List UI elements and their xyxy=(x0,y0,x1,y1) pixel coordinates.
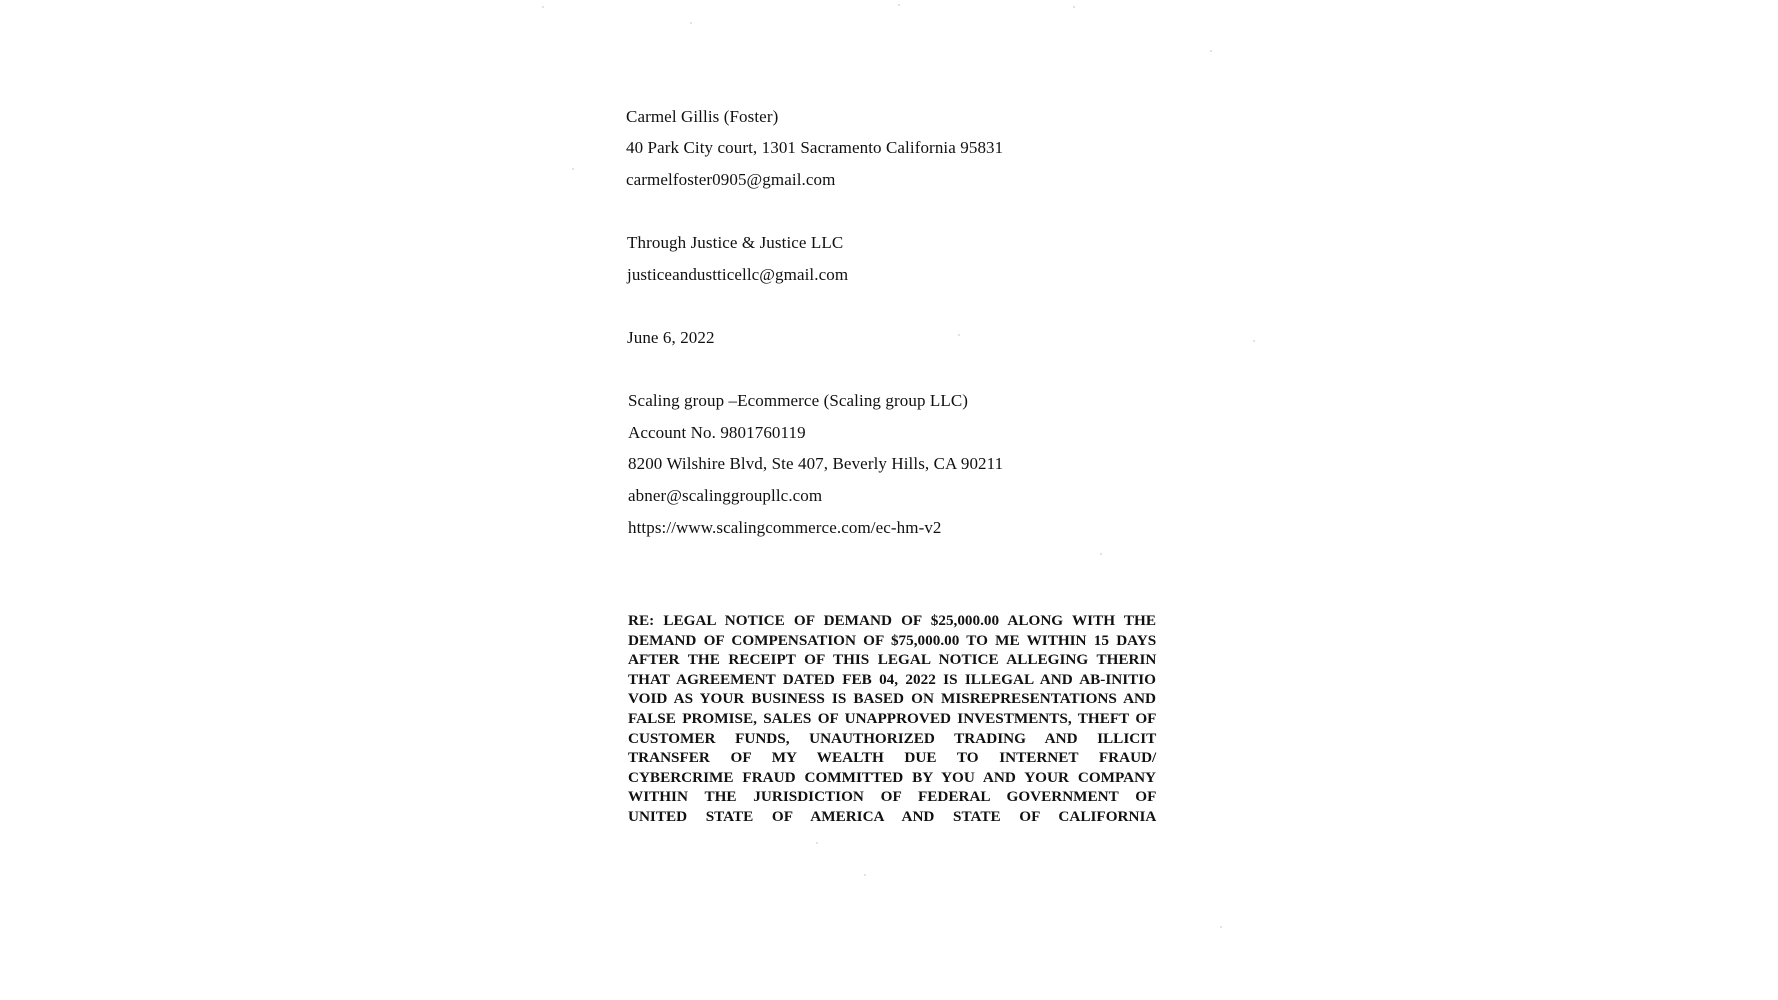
scan-speck xyxy=(1073,6,1075,8)
sender-email: carmelfoster0905@gmail.com xyxy=(626,170,836,189)
subject-line: AFTER THE RECEIPT OF THIS LEGAL NOTICE ALLEGING THERIN xyxy=(628,651,1157,669)
scan-speck xyxy=(898,4,900,6)
subject-block xyxy=(628,611,1156,827)
subject-line: RE: LEGAL NOTICE OF DEMAND OF $25,000.00 ALONG WITH THE xyxy=(628,612,1156,629)
recipient-email: abner@scalinggroupllc.com xyxy=(628,486,823,505)
recipient-address: 8200 Wilshire Blvd, Ste 407, Beverly Hills, CA 90211 xyxy=(628,454,1004,473)
subject-line: TRANSFER OF MY WEALTH DUE TO INTERNET FRAUD/ xyxy=(628,749,1157,767)
letter-date: June 6, 2022 xyxy=(627,328,715,347)
subject-line: DEMAND OF COMPENSATION OF $75,000.00 TO ME WITHIN 15 DAYS xyxy=(628,631,1157,649)
scan-speck xyxy=(690,22,692,24)
subject-line: UNITED STATE OF AMERICA AND STATE OF CALIFORNIA xyxy=(628,807,1157,825)
subject-line: THAT AGREEMENT DATED FEB 04, 2022 IS ILLEGAL AND AB-INITIO xyxy=(628,670,1156,688)
recipient-account: Account No. 9801760119 xyxy=(628,423,806,442)
scan-speck xyxy=(542,6,544,8)
recipient-website: https://www.scalingcommerce.com/ec-hm-v2 xyxy=(628,518,942,537)
scan-speck xyxy=(1210,50,1212,52)
subject-line: VOID AS YOUR BUSINESS IS BASED ON MISREPRESENTATIONS AND xyxy=(628,690,1156,708)
scan-speck xyxy=(1100,553,1102,555)
scan-speck xyxy=(1220,926,1222,928)
subject-line: WITHIN THE JURISDICTION OF FEDERAL GOVERNMENT OF xyxy=(628,788,1157,806)
recipient-company: Scaling group –Ecommerce (Scaling group LLC) xyxy=(628,391,969,410)
subject-line: CUSTOMER FUNDS, UNAUTHORIZED TRADING AND ILLICIT xyxy=(628,729,1157,747)
scan-speck xyxy=(1253,340,1255,342)
sender-address: 40 Park City court, 1301 Sacramento California 95831 xyxy=(626,138,1004,157)
subject-line: FALSE PROMISE, SALES OF UNAPPROVED INVESTMENTS, THEFT OF xyxy=(628,709,1157,727)
subject-line: CYBERCRIME FRAUD COMMITTED BY YOU AND YOUR COMPANY xyxy=(628,768,1157,786)
scan-speck xyxy=(958,334,960,336)
scan-speck xyxy=(816,842,818,844)
scan-speck xyxy=(864,874,866,876)
through-email: justiceandustticellc@gmail.com xyxy=(627,265,849,284)
scan-speck xyxy=(572,168,574,170)
through-firm: Through Justice & Justice LLC xyxy=(627,233,844,252)
sender-name: Carmel Gillis (Foster) xyxy=(626,107,779,126)
